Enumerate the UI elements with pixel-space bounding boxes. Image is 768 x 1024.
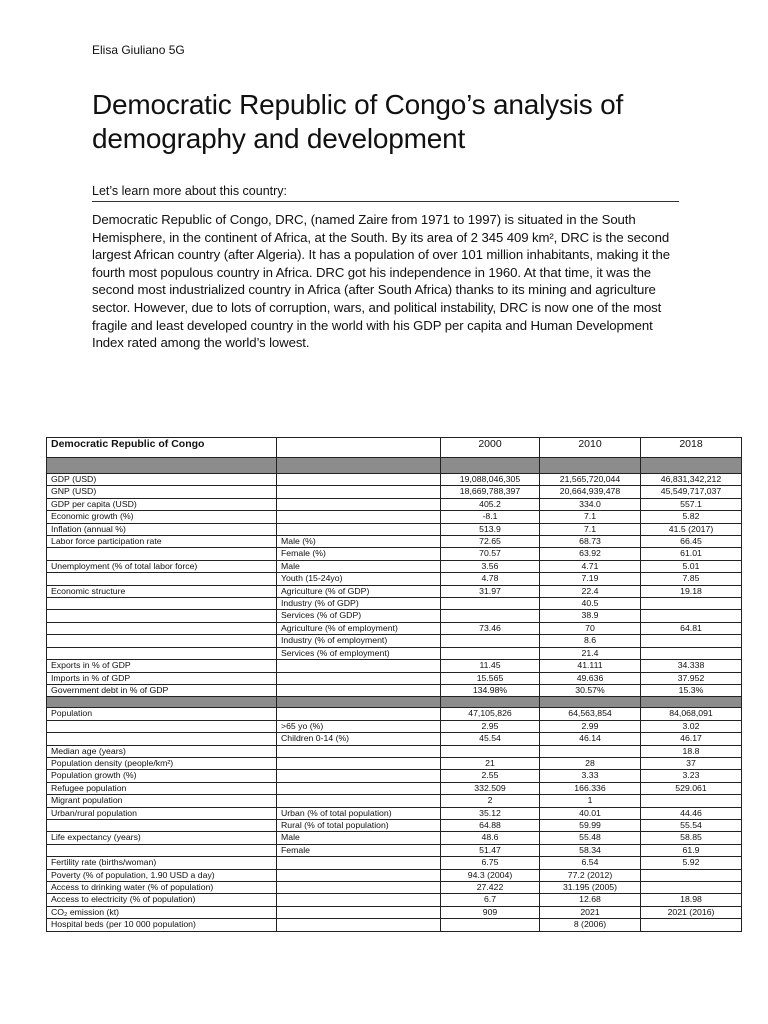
table-row xyxy=(47,573,742,585)
value-2010: 6.54 xyxy=(540,857,641,869)
value-2018: 55.54 xyxy=(641,819,742,831)
row-sublabel: Rural (% of total population) xyxy=(277,819,441,831)
table-row xyxy=(47,844,742,856)
value-2000: 64.88 xyxy=(441,819,540,831)
value-2010: 38.9 xyxy=(540,610,641,622)
row-label: Access to drinking water (% of population) xyxy=(47,882,277,894)
header-year-2000: 2000 xyxy=(441,438,540,458)
row-sublabel xyxy=(277,906,441,918)
value-2000: 513.9 xyxy=(441,523,540,535)
value-2000: 21 xyxy=(441,757,540,769)
value-2010: 31.195 (2005) xyxy=(540,882,641,894)
row-label: Median age (years) xyxy=(47,745,277,757)
value-2010: 8.6 xyxy=(540,635,641,647)
table-row xyxy=(47,536,742,548)
row-label xyxy=(47,573,277,585)
table-row xyxy=(47,757,742,769)
row-label: Access to electricity (% of population) xyxy=(47,894,277,906)
row-sublabel: Children 0-14 (%) xyxy=(277,733,441,745)
row-label: Population xyxy=(47,708,277,720)
table-row xyxy=(47,894,742,906)
value-2018 xyxy=(641,598,742,610)
value-2018: 37 xyxy=(641,757,742,769)
row-sublabel xyxy=(277,511,441,523)
value-2018: 3.23 xyxy=(641,770,742,782)
row-label xyxy=(47,844,277,856)
page-title: Democratic Republic of Congo’s analysis of demography and development xyxy=(92,89,624,154)
value-2018: 19.18 xyxy=(641,585,742,597)
table-row xyxy=(47,906,742,918)
value-2010: 2021 xyxy=(540,906,641,918)
row-sublabel xyxy=(277,782,441,794)
value-2010: 68.73 xyxy=(540,536,641,548)
value-2018: 46.17 xyxy=(641,733,742,745)
row-sublabel: Industry (% of employment) xyxy=(277,635,441,647)
value-2000: 15.565 xyxy=(441,672,540,684)
row-label: Imports in % of GDP xyxy=(47,672,277,684)
row-sublabel xyxy=(277,660,441,672)
value-2018: 18.8 xyxy=(641,745,742,757)
row-sublabel xyxy=(277,708,441,720)
value-2000: 45.54 xyxy=(441,733,540,745)
row-sublabel xyxy=(277,498,441,510)
row-sublabel xyxy=(277,919,441,931)
value-2000: 70.57 xyxy=(441,548,540,560)
row-label: Migrant population xyxy=(47,795,277,807)
value-2000: 51.47 xyxy=(441,844,540,856)
table-row xyxy=(47,857,742,869)
value-2018: 64.81 xyxy=(641,622,742,634)
value-2000: 2.55 xyxy=(441,770,540,782)
row-label: Urban/rural population xyxy=(47,807,277,819)
value-2018: 45,549,717,037 xyxy=(641,486,742,498)
row-label xyxy=(47,733,277,745)
value-2018: 3.02 xyxy=(641,720,742,732)
table-row xyxy=(47,782,742,794)
value-2010: 77.2 (2012) xyxy=(540,869,641,881)
row-label: GDP per capita (USD) xyxy=(47,498,277,510)
divider-cell xyxy=(277,697,441,708)
value-2000: 332.509 xyxy=(441,782,540,794)
table-row xyxy=(47,770,742,782)
row-label: Population growth (%) xyxy=(47,770,277,782)
author-name: Elisa Giuliano 5G xyxy=(92,43,185,57)
value-2000 xyxy=(441,919,540,931)
value-2000: 18,669,788,397 xyxy=(441,486,540,498)
value-2018: 7.85 xyxy=(641,573,742,585)
row-label: CO₂ emission (kt) xyxy=(47,906,277,918)
row-label: Refugee population xyxy=(47,782,277,794)
row-sublabel xyxy=(277,882,441,894)
row-label: Inflation (annual %) xyxy=(47,523,277,535)
table-row xyxy=(47,523,742,535)
row-sublabel: Female (%) xyxy=(277,548,441,560)
value-2000: 31.97 xyxy=(441,585,540,597)
divider-cell xyxy=(47,697,277,708)
value-2010: 3.33 xyxy=(540,770,641,782)
divider-cell xyxy=(540,458,641,474)
row-sublabel: Agriculture (% of employment) xyxy=(277,622,441,634)
value-2018 xyxy=(641,882,742,894)
section-divider-row xyxy=(47,458,742,474)
table-row xyxy=(47,647,742,659)
table-row xyxy=(47,720,742,732)
value-2010: 21,565,720,044 xyxy=(540,474,641,486)
table-row xyxy=(47,745,742,757)
value-2010: 58.34 xyxy=(540,844,641,856)
value-2018: 529.061 xyxy=(641,782,742,794)
row-sublabel: Youth (15-24yo) xyxy=(277,573,441,585)
intro-paragraph: Democratic Republic of Congo, DRC, (named Zaire from 1971 to 1997) is situated in the South Hemisphere, in the continent of Africa, at the South. By its area of 2 345 409 km², DRC is the second largest African country (after Algeria). It has a population of over 101 million inhabitants, making it the fourth most populous country in Africa. DRC got his independence in 1960. At that time, it was the second most industrialized country in Africa (after South Africa) thanks to its mining and agriculture sector. However, due to lots of corruption, wars, and political instability, DRC is now one of the most fragile and least developed country in the world with his GDP per capita and Human Development Index rated among the world’s lowest. xyxy=(92,212,670,351)
row-label: Labor force participation rate xyxy=(47,536,277,548)
divider-cell xyxy=(540,697,641,708)
value-2018: 37.952 xyxy=(641,672,742,684)
table-row xyxy=(47,474,742,486)
section-divider-row xyxy=(47,697,742,708)
header-year-2010: 2010 xyxy=(540,438,641,458)
value-2000: 6.75 xyxy=(441,857,540,869)
value-2010: 334.0 xyxy=(540,498,641,510)
row-label: Government debt in % of GDP xyxy=(47,684,277,696)
table-row xyxy=(47,660,742,672)
value-2000: 48.6 xyxy=(441,832,540,844)
table-row xyxy=(47,585,742,597)
value-2000: 19,088,046,305 xyxy=(441,474,540,486)
value-2018: 5.82 xyxy=(641,511,742,523)
header-subcategory xyxy=(277,438,441,458)
statistics-table-body xyxy=(47,438,742,932)
table-row xyxy=(47,498,742,510)
row-label xyxy=(47,647,277,659)
table-row xyxy=(47,807,742,819)
value-2000: 11.45 xyxy=(441,660,540,672)
value-2018 xyxy=(641,610,742,622)
row-label: Hospital beds (per 10 000 population) xyxy=(47,919,277,931)
row-label: Poverty (% of population, 1.90 USD a day) xyxy=(47,869,277,881)
value-2010: 30.57% xyxy=(540,684,641,696)
divider-cell xyxy=(441,697,540,708)
value-2000: 72.65 xyxy=(441,536,540,548)
table-row xyxy=(47,486,742,498)
table-row xyxy=(47,919,742,931)
row-sublabel xyxy=(277,869,441,881)
value-2018: 34.338 xyxy=(641,660,742,672)
row-label: Population density (people/km²) xyxy=(47,757,277,769)
value-2018 xyxy=(641,919,742,931)
value-2018: 46,831,342,212 xyxy=(641,474,742,486)
row-sublabel: Female xyxy=(277,844,441,856)
value-2010: 64,563,854 xyxy=(540,708,641,720)
row-sublabel xyxy=(277,894,441,906)
table-row xyxy=(47,869,742,881)
row-sublabel xyxy=(277,684,441,696)
table-row xyxy=(47,733,742,745)
value-2010: 8 (2006) xyxy=(540,919,641,931)
row-sublabel xyxy=(277,745,441,757)
table-row xyxy=(47,598,742,610)
header-year-2018: 2018 xyxy=(641,438,742,458)
table-row xyxy=(47,684,742,696)
value-2000: 909 xyxy=(441,906,540,918)
value-2010 xyxy=(540,745,641,757)
row-sublabel: Male xyxy=(277,832,441,844)
row-label: Exports in % of GDP xyxy=(47,660,277,672)
section-subtitle: Let’s learn more about this country: xyxy=(92,184,288,198)
value-2000: 405.2 xyxy=(441,498,540,510)
table-row xyxy=(47,672,742,684)
value-2000 xyxy=(441,610,540,622)
value-2010: 70 xyxy=(540,622,641,634)
value-2018: 84,068,091 xyxy=(641,708,742,720)
row-label xyxy=(47,622,277,634)
divider-cell xyxy=(47,458,277,474)
row-label: Fertility rate (births/woman) xyxy=(47,857,277,869)
value-2010: 12.68 xyxy=(540,894,641,906)
subtitle-rule xyxy=(92,201,679,202)
table-row xyxy=(47,819,742,831)
table-row xyxy=(47,560,742,572)
value-2018: 58.85 xyxy=(641,832,742,844)
row-label: Economic growth (%) xyxy=(47,511,277,523)
value-2018: 18.98 xyxy=(641,894,742,906)
row-sublabel: Urban (% of total population) xyxy=(277,807,441,819)
value-2010: 40.5 xyxy=(540,598,641,610)
value-2018: 2021 (2016) xyxy=(641,906,742,918)
row-sublabel xyxy=(277,474,441,486)
row-sublabel: Agriculture (% of GDP) xyxy=(277,585,441,597)
value-2000 xyxy=(441,745,540,757)
table-row xyxy=(47,795,742,807)
row-sublabel: Male xyxy=(277,560,441,572)
value-2010: 22.4 xyxy=(540,585,641,597)
value-2010: 28 xyxy=(540,757,641,769)
value-2010: 59.99 xyxy=(540,819,641,831)
row-sublabel xyxy=(277,795,441,807)
row-sublabel xyxy=(277,770,441,782)
row-sublabel: Services (% of GDP) xyxy=(277,610,441,622)
value-2000 xyxy=(441,635,540,647)
value-2010: 21.4 xyxy=(540,647,641,659)
value-2000: -8.1 xyxy=(441,511,540,523)
value-2000: 4.78 xyxy=(441,573,540,585)
value-2010: 4.71 xyxy=(540,560,641,572)
value-2018: 61.01 xyxy=(641,548,742,560)
value-2000: 6.7 xyxy=(441,894,540,906)
value-2000: 73.46 xyxy=(441,622,540,634)
value-2000 xyxy=(441,647,540,659)
value-2010: 166.336 xyxy=(540,782,641,794)
value-2018: 557.1 xyxy=(641,498,742,510)
row-label xyxy=(47,598,277,610)
divider-cell xyxy=(277,458,441,474)
row-sublabel: Services (% of employment) xyxy=(277,647,441,659)
value-2010: 49.636 xyxy=(540,672,641,684)
value-2000: 134.98% xyxy=(441,684,540,696)
value-2000: 2.95 xyxy=(441,720,540,732)
table-row xyxy=(47,511,742,523)
table-row xyxy=(47,882,742,894)
value-2010: 20,664,939,478 xyxy=(540,486,641,498)
value-2000: 47,105,826 xyxy=(441,708,540,720)
value-2000: 2 xyxy=(441,795,540,807)
value-2018: 66.45 xyxy=(641,536,742,548)
value-2010: 41.111 xyxy=(540,660,641,672)
row-sublabel: Industry (% of GDP) xyxy=(277,598,441,610)
row-label xyxy=(47,635,277,647)
table-row xyxy=(47,708,742,720)
value-2010: 7.19 xyxy=(540,573,641,585)
row-label xyxy=(47,720,277,732)
value-2018: 5.01 xyxy=(641,560,742,572)
row-label xyxy=(47,610,277,622)
divider-cell xyxy=(641,697,742,708)
value-2010: 63.92 xyxy=(540,548,641,560)
table-header-row xyxy=(47,438,742,458)
value-2010: 2.99 xyxy=(540,720,641,732)
value-2010: 7.1 xyxy=(540,511,641,523)
row-sublabel xyxy=(277,523,441,535)
value-2018: 44.46 xyxy=(641,807,742,819)
row-sublabel: >65 yo (%) xyxy=(277,720,441,732)
row-label: Unemployment (% of total labor force) xyxy=(47,560,277,572)
value-2010: 7.1 xyxy=(540,523,641,535)
value-2018: 61.9 xyxy=(641,844,742,856)
value-2010: 40.01 xyxy=(540,807,641,819)
table-row xyxy=(47,610,742,622)
value-2018 xyxy=(641,647,742,659)
row-label: Economic structure xyxy=(47,585,277,597)
row-label xyxy=(47,548,277,560)
value-2000: 3.56 xyxy=(441,560,540,572)
row-label: Life expectancy (years) xyxy=(47,832,277,844)
value-2018 xyxy=(641,635,742,647)
value-2018: 5.92 xyxy=(641,857,742,869)
value-2018: 41.5 (2017) xyxy=(641,523,742,535)
row-sublabel xyxy=(277,672,441,684)
table-row xyxy=(47,832,742,844)
value-2018 xyxy=(641,869,742,881)
table-row xyxy=(47,635,742,647)
row-sublabel xyxy=(277,857,441,869)
value-2010: 46.14 xyxy=(540,733,641,745)
row-sublabel xyxy=(277,757,441,769)
value-2018 xyxy=(641,795,742,807)
row-label: GNP (USD) xyxy=(47,486,277,498)
divider-cell xyxy=(441,458,540,474)
value-2000: 35.12 xyxy=(441,807,540,819)
value-2018: 15.3% xyxy=(641,684,742,696)
row-sublabel: Male (%) xyxy=(277,536,441,548)
value-2000 xyxy=(441,598,540,610)
row-label xyxy=(47,819,277,831)
statistics-table xyxy=(46,437,742,932)
row-label: GDP (USD) xyxy=(47,474,277,486)
row-sublabel xyxy=(277,486,441,498)
value-2010: 1 xyxy=(540,795,641,807)
value-2000: 27.422 xyxy=(441,882,540,894)
value-2010: 55.48 xyxy=(540,832,641,844)
header-country: Democratic Republic of Congo xyxy=(47,438,277,458)
value-2000: 94.3 (2004) xyxy=(441,869,540,881)
table-row xyxy=(47,622,742,634)
table-row xyxy=(47,548,742,560)
divider-cell xyxy=(641,458,742,474)
